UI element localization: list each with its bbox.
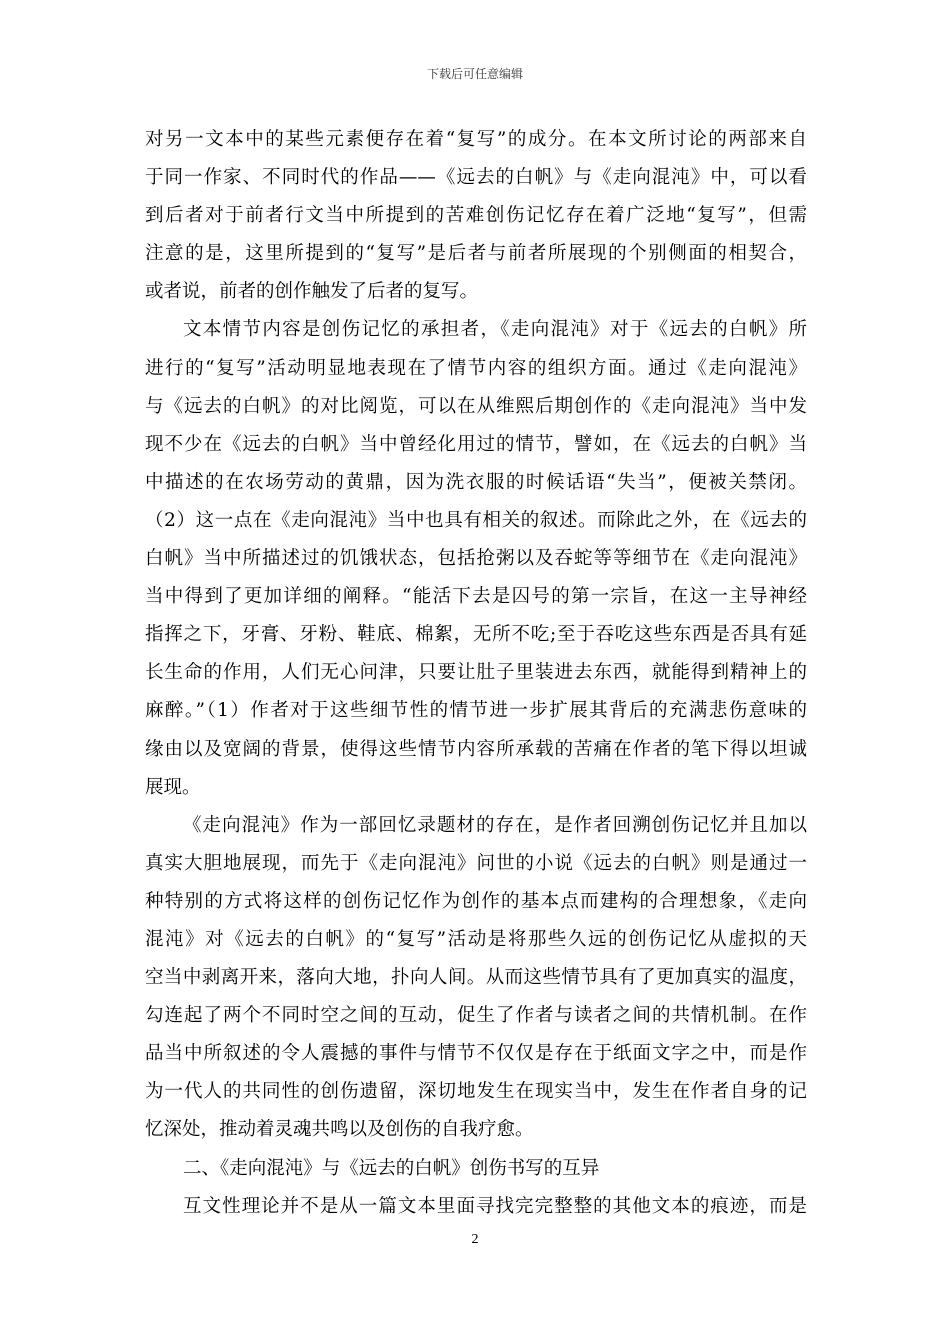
text-line: 对另一文本中的某些元素便存在着“复写”的成分。在本文所讨论的两部来自 xyxy=(145,129,807,150)
text-line: 种特别的方式将这样的创伤记忆作为创作的基本点而建构的合理想象，《走向 xyxy=(145,890,807,912)
paragraph xyxy=(145,807,807,1150)
text-line: 当中得到了更加详细的阐释。“能活下去是囚号的第一宗旨，在这一主导神经 xyxy=(145,586,807,608)
text-line: 进行的“复写”活动明显地表现在了情节内容的组织方面。通过《走向混沌》 xyxy=(145,357,807,379)
text-line: 注意的是，这里所提到的“复写”是后者与前者所展现的个别侧面的相契合， xyxy=(145,243,807,265)
text-line: 为一代人的共同性的创伤遗留，深切地发生在现实当中，发生在作者自身的记 xyxy=(145,1081,807,1103)
text-line: 空当中剥离开来，落向大地，扑向人间。从而这些情节具有了更加真实的温度， xyxy=(145,967,807,989)
text-line: 长生命的作用，人们无心问津，只要让肚子里装进去东西，就能得到精神上的 xyxy=(145,662,807,684)
text-line: 中描述的在农场劳动的黄鼎，因为洗衣服的时候话语“失当”，便被关禁闭。 xyxy=(145,471,807,493)
text-line: 白帆》当中所描述过的饥饿状态，包括抢粥以及吞蛇等等细节在《走向混沌》 xyxy=(145,548,807,570)
text-line: 《走向混沌》作为一部回忆录题材的存在，是作者回溯创伤记忆并且加以 xyxy=(183,814,807,836)
text-line: 与《远去的白帆》的对比阅览，可以在从维熙后期创作的《走向混沌》当中发 xyxy=(145,395,807,417)
text-line: 于同一作家、不同时代的作品——《远去的白帆》与《走向混沌》中，可以看 xyxy=(145,167,807,189)
text-line: 麻醉。”（1）作者对于这些细节性的情节进一步扩展其背后的充满悲伤意味的 xyxy=(145,700,807,722)
text-line: 指挥之下，牙膏、牙粉、鞋底、棉絮，无所不吃;至于吞吃这些东西是否具有延 xyxy=(145,624,807,646)
paragraph xyxy=(145,121,807,311)
text-line: 文本情节内容是创伤记忆的承担者，《走向混沌》对于《远去的白帆》所 xyxy=(183,319,807,341)
paragraph xyxy=(145,311,807,806)
text-line: 现不少在《远去的白帆》当中曾经化用过的情节，譬如，在《远去的白帆》当 xyxy=(145,433,807,455)
page-header: 下载后可任意编辑 xyxy=(426,67,523,81)
text-line: 或者说，前者的创作触发了后者的复写。 xyxy=(145,281,479,303)
text-line: 缘由以及宽阔的背景，使得这些情节内容所承载的苦痛在作者的笔下得以坦诚 xyxy=(145,738,807,760)
text-line: 展现。 xyxy=(145,776,201,798)
text-line: 二、《走向混沌》与《远去的白帆》创伤书写的互异 xyxy=(183,1157,600,1179)
text-line: 品当中所叙述的令人震撼的事件与情节不仅仅是存在于纸面文字之中，而是作 xyxy=(145,1043,807,1065)
page-number: 2 xyxy=(471,1232,479,1247)
document-body xyxy=(145,121,807,1226)
text-line: 混沌》对《远去的白帆》的“复写”活动是将那些久远的创伤记忆从虚拟的天 xyxy=(145,928,807,950)
text-line: 互文性理论并不是从一篇文本里面寻找完完整整的其他文本的痕迹，而是 xyxy=(183,1195,807,1217)
text-line: 忆深处，推动着灵魂共鸣以及创伤的自我疗愈。 xyxy=(145,1119,534,1141)
section-heading xyxy=(145,1150,807,1188)
text-line: （2）这一点在《走向混沌》当中也具有相关的叙述。而除此之外，在《远去的 xyxy=(145,509,807,531)
text-line: 勾连起了两个不同时空之间的互动，促生了作者与读者之间的共情机制。在作 xyxy=(145,1005,807,1027)
text-line: 到后者对于前者行文当中所提到的苦难创伤记忆存在着广泛地“复写”，但需 xyxy=(145,205,807,227)
text-line: 真实大胆地展现，而先于《走向混沌》问世的小说《远去的白帆》则是通过一 xyxy=(145,852,807,874)
paragraph xyxy=(145,1188,807,1226)
